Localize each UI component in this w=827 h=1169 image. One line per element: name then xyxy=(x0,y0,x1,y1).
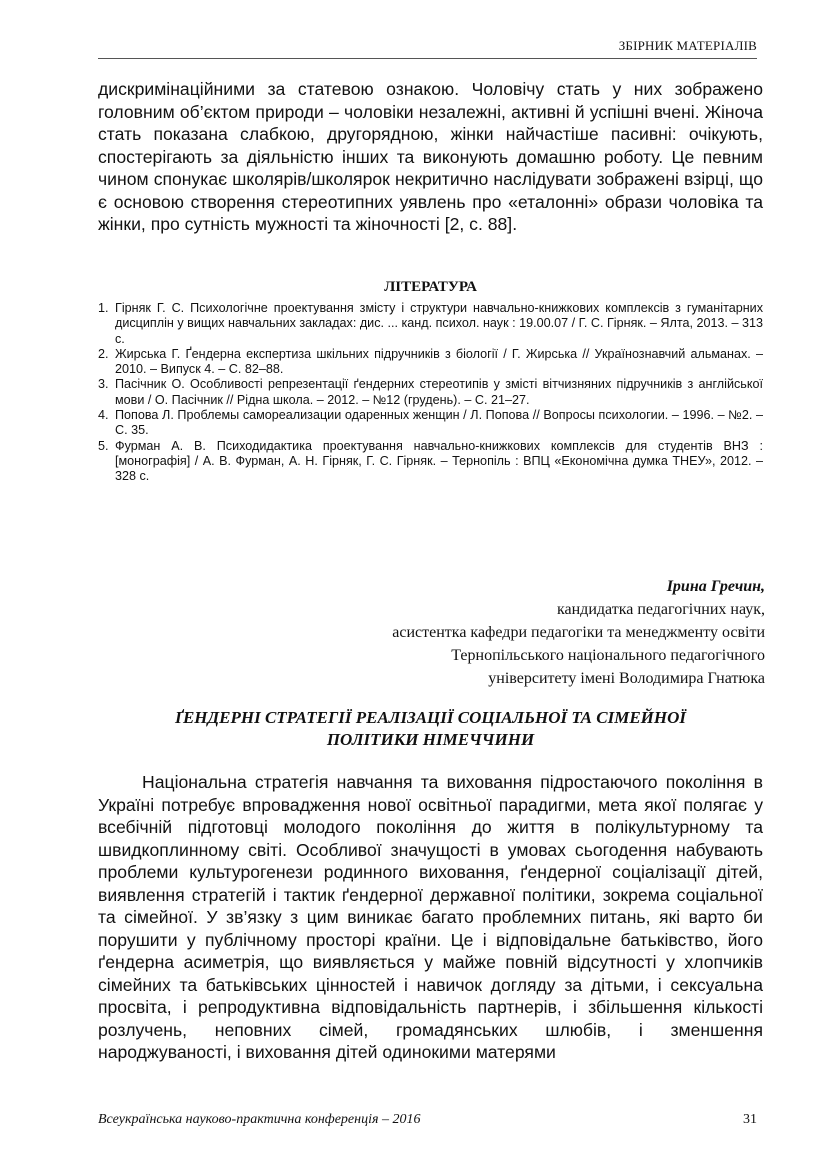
reference-text: Гірняк Г. С. Психологічне проектування змісту і структури навчально-книжкових комплексів з гуманітарних дисциплін у вищих навчальних закладах: дис. ... канд. психол. наук : 19.00.07 / Г. С. Гірняк. – Ялта, 2013. – 313 с. xyxy=(115,301,763,346)
author-affiliation-line: Тернопільського національного педагогічного xyxy=(451,647,765,664)
article-title-line: ПОЛІТИКИ НІМЕЧЧИНИ xyxy=(326,730,535,749)
reference-number: 4. xyxy=(98,408,109,423)
literature-heading: ЛІТЕРАТУРА xyxy=(384,279,477,295)
header-divider xyxy=(98,58,757,59)
reference-number: 1. xyxy=(98,301,109,315)
reference-text: Попова Л. Проблемы самореализации одаренных женщин / Л. Попова // Вопросы психологии. – 1996. – №2. – С. 35. xyxy=(115,408,763,438)
reference-text: Пасічник О. Особливості репрезентації ґендерних стереотипів у змісті вітчизняних підручників з англійської мови / О. Пасічник // Рідна школа. – 2012. – №12 (грудень). – С. 21–27. xyxy=(115,377,763,407)
article-paragraph: Національна стратегія навчання та виховання підростаючого покоління в Україні потребує впровадження нової освітньої парадигми, мета якої полягає у всебічній підготовці молодого покоління до життя в полікультурному та швидкоплинному світі. Особливої значущості в умовах сьогодення набувають проблеми культурогенези родинного виховання, ґендерної соціалізації дітей, виявлення стратегій і тактик ґендерної державної політики, зокрема соціальної та сімейної. У зв’язку з цим виникає багато проблемних питань, які варто би порушити у публічному просторі країни. Це і відповідальне батьківство, його ґендерна асиметрія, що виявляється у майже повній відсутності у хлопчиків сімейних та батьківських цінностей і навичок догляду за дітьми, і сексуальна просвіта, і репродуктивна відповідальність партнерів, і збільшення кількості розлучень, неповних сімей, громадянських шлюбів, і зменшення народжуваності, і виховання дітей одинокими матерями xyxy=(98,772,763,1062)
page-number: 31 xyxy=(743,1112,757,1127)
article-title xyxy=(98,707,763,751)
reference-text: Жирська Г. Ґендерна експертиза шкільних підручників з біології / Г. Жирська // Українознавчий альманах. – 2010. – Випуск 4. – С. 82–88. xyxy=(115,346,763,377)
reference-number: 2. xyxy=(98,346,109,361)
reference-item xyxy=(98,347,763,378)
reference-number: 5. xyxy=(98,438,109,453)
article-title-line: ҐЕНДЕРНІ СТРАТЕГІЇ РЕАЛІЗАЦІЇ СОЦІАЛЬНОЇ ТА СІМЕЙНОЇ xyxy=(174,708,687,727)
footer-conference: Всеукраїнська науково-практична конференція – 2016 xyxy=(98,1112,421,1127)
reference-item xyxy=(98,408,763,439)
reference-item xyxy=(98,439,763,485)
body-paragraph: дискримінаційними за статевою ознакою. Чоловічу стать у них зображено головним об’єктом природи – чоловіки незалежні, активні й успішні вчені. Жіноча стать показана слабкою, другорядною, жінки найчастіше пасивні: очікують, спостерігають за діяльністю інших та виконують домашню роботу. Це певним чином спонукає школярів/школярок некритично наслідувати зображені взірці, що є основою створення стереотипних уявлень про «еталонні» образи чоловіка та жінки, про сутність мужності та жіночності [2, с. 88]. xyxy=(98,79,763,234)
running-header: ЗБІРНИК МАТЕРІАЛІВ xyxy=(618,38,757,53)
author-affiliation-line: кандидатка педагогічних наук, xyxy=(556,601,765,618)
reference-number: 3. xyxy=(98,377,109,392)
author-name: Ірина Гречин, xyxy=(666,578,765,595)
reference-text: Фурман А. В. Психодидактика проектування навчально-книжкових комплексів для студентів ВНЗ : [монографія] / А. В. Фурман, А. Н. Гірняк, Г. С. Гірняк. – Тернопіль : ВПЦ «Економічна думка ТНЕУ», 2012. – 328 с. xyxy=(115,438,763,484)
reference-list xyxy=(98,301,763,485)
reference-item xyxy=(98,377,763,408)
author-affiliation-line: університету імені Володимира Гнатюка xyxy=(488,670,765,687)
reference-item xyxy=(98,301,763,347)
author-block xyxy=(392,575,765,690)
author-affiliation-line: асистентка кафедри педагогіки та менеджменту освіти xyxy=(392,624,765,641)
